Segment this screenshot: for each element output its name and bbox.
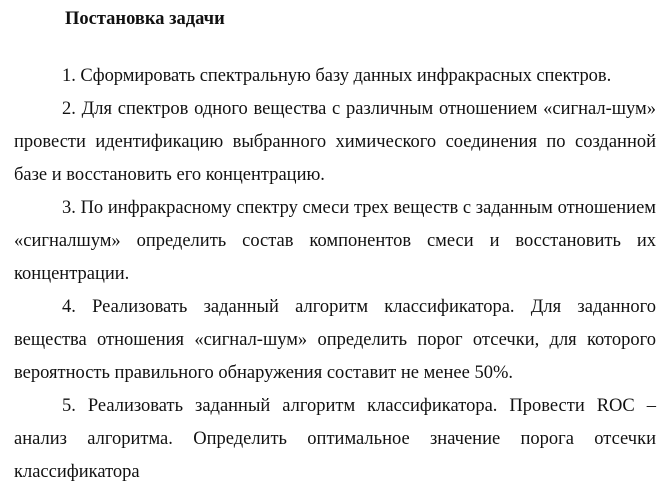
section-heading: Постановка задачи bbox=[65, 9, 225, 29]
task-item-1: 1. Сформировать спектральную базу данных инфракрасных спектров. bbox=[62, 66, 612, 86]
task-item-3: 3. По инфракрасному спектру смеси трех веществ с заданным отношением «сигналшум» определить состав компонентов смеси и восстановить их концентрации. bbox=[14, 198, 656, 284]
task-item-4: 4. Реализовать заданный алгоритм классификатора. Для заданного вещества отношения «сигнал-шум» определить порог отсечки, для которого вероятность правильного обнаружения составит не менее 50%. bbox=[14, 297, 656, 383]
task-item-2: 2. Для спектров одного вещества с различным отношением «сигнал-шум» провести идентификацию выбранного химического соединения по созданной базе и восстановить его концентрацию. bbox=[14, 99, 656, 185]
task-item-5: 5. Реализовать заданный алгоритм классификатора. Провести ROC – анализ алгоритма. Определить оптимальное значение порога отсечки классификатора bbox=[14, 396, 656, 482]
task-list bbox=[14, 60, 656, 489]
document-page bbox=[14, 4, 656, 489]
